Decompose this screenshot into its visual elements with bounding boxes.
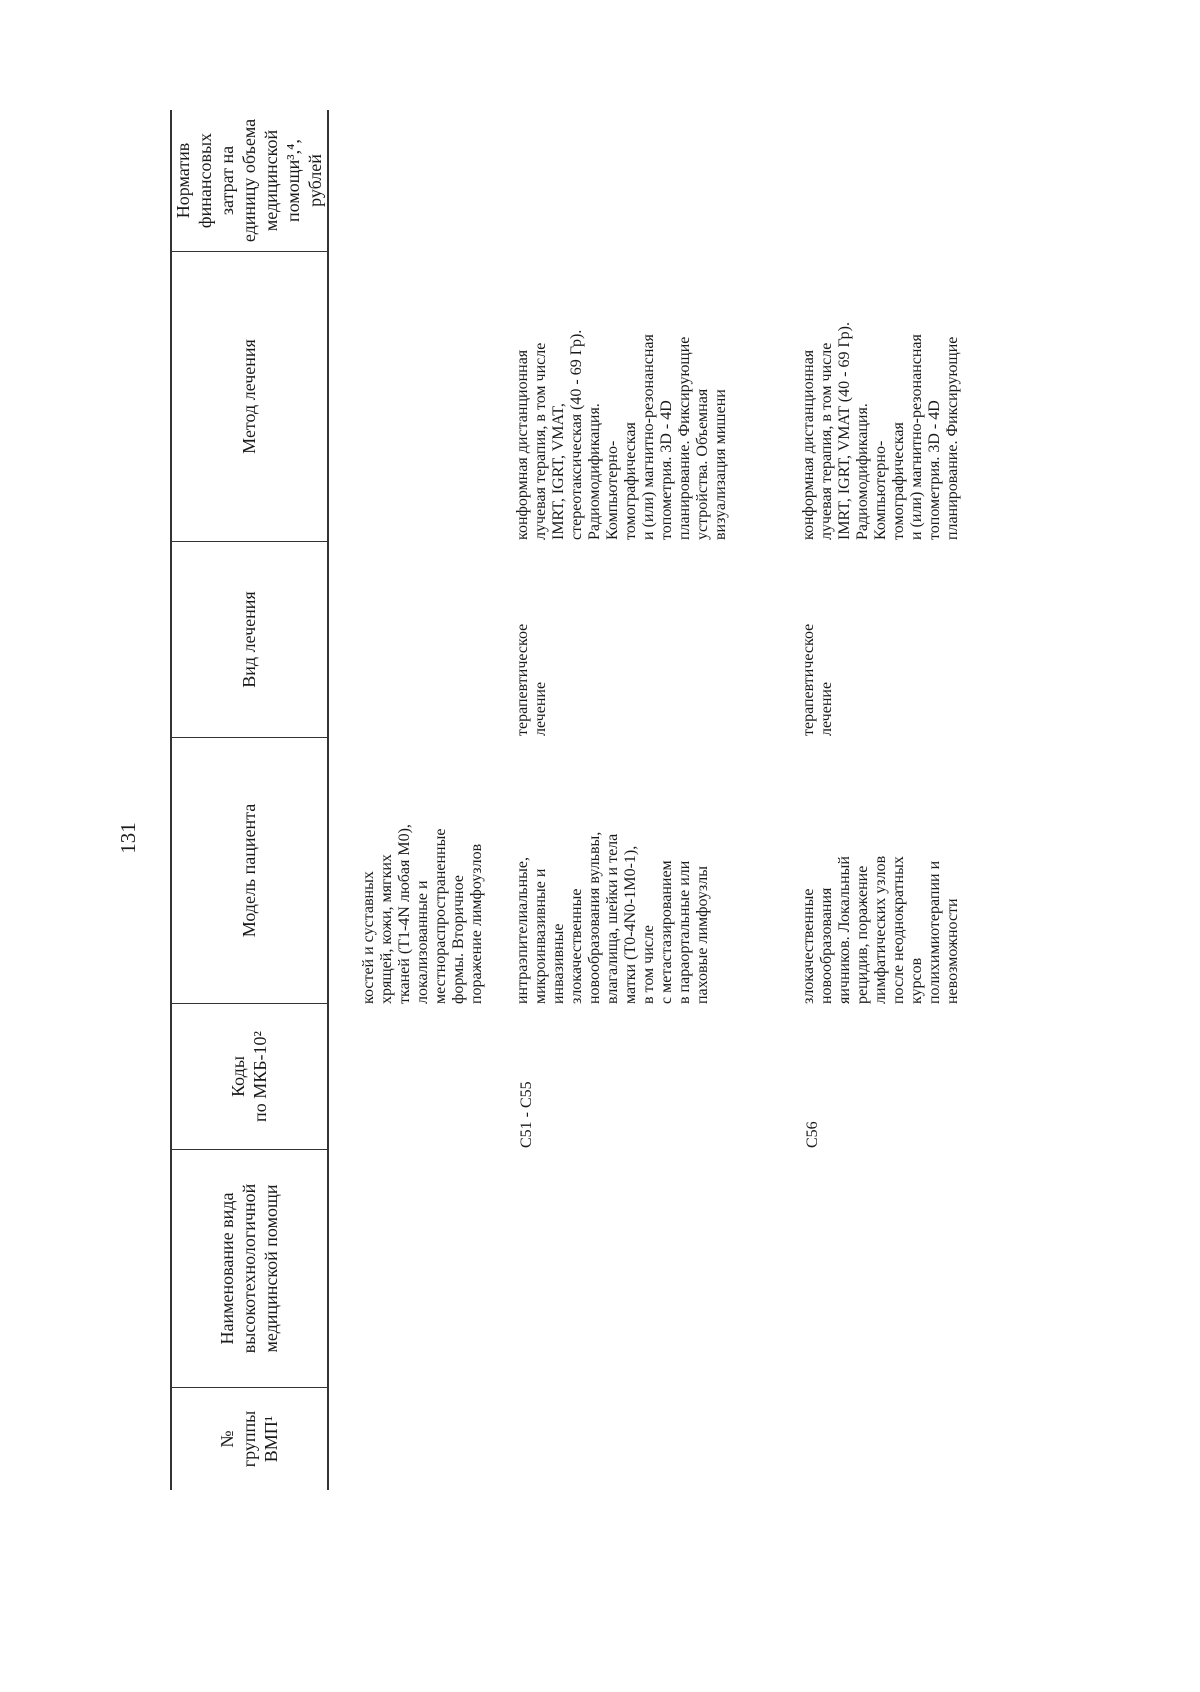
text-line: поражение лимфоузлов xyxy=(468,843,485,1004)
header-bottom-border xyxy=(327,110,329,1490)
text-line: конформная дистанционная xyxy=(800,349,817,540)
continuation-patient-model xyxy=(360,734,486,1004)
text-line: Наименование вида xyxy=(216,1192,237,1345)
text-line: новообразования вульвы, xyxy=(586,831,603,1004)
text-line: планирование. Фиксирующие xyxy=(676,336,693,540)
header-cost xyxy=(170,110,327,252)
text-line: курсов xyxy=(908,957,925,1004)
header-treatment-type xyxy=(170,542,327,738)
row2-patient-model xyxy=(800,734,962,1004)
text-line: лимфатических узлов xyxy=(872,855,889,1004)
header-treatment-method xyxy=(170,252,327,542)
text-line: Модель пациента xyxy=(238,803,259,938)
text-line: локализованные и xyxy=(414,880,431,1004)
header-patient-model xyxy=(170,738,327,1004)
text-line: полихимиотерапии и xyxy=(926,860,943,1004)
text-line: хрящей, кожи, мягких xyxy=(378,854,395,1004)
text-line: формы. Вторичное xyxy=(450,875,467,1004)
text-line: финансовых xyxy=(194,132,215,229)
text-line: визуализация мишени xyxy=(712,389,729,540)
text-line: топометрия. 3D - 4D xyxy=(926,400,943,540)
text-line: интраэпителиальные, xyxy=(514,857,531,1004)
text-line: Радиомодификация. xyxy=(586,403,603,540)
text-line: затрат на xyxy=(216,145,237,216)
text-line: с метастазированием xyxy=(658,860,675,1004)
text-line: тканей (T1-4N любая M0), xyxy=(396,824,413,1004)
text-line: Компьютерно- xyxy=(604,440,621,540)
text-line: стереотаксическая (40 - 69 Гр). xyxy=(568,329,585,540)
text-line: рублей xyxy=(304,154,325,207)
text-line: микроинвазивные и xyxy=(532,868,549,1004)
text-line: высокотехнологичной xyxy=(238,1183,259,1354)
text-line: конформная дистанционная xyxy=(514,349,531,540)
text-line: Норматив xyxy=(172,142,193,219)
text-line: медицинской помощи xyxy=(260,1184,281,1353)
row2-treatment-type xyxy=(800,546,836,736)
text-line: единицу объема xyxy=(238,118,259,243)
text-line: Радиомодификация. xyxy=(854,403,871,540)
text-line: местнораспространенные xyxy=(432,828,449,1004)
text-line: томографическая xyxy=(622,422,639,540)
text-line: после неоднократных xyxy=(890,856,907,1004)
text-line: планирование. Фиксирующие xyxy=(944,336,961,540)
text-line: паховые лимфоузлы xyxy=(694,866,711,1004)
text-line: влагалища, шейки и тела xyxy=(604,833,621,1004)
text-line: и (или) магнитно-резонансная xyxy=(908,334,925,540)
text-line: группы xyxy=(238,1410,259,1468)
text-line: и (или) магнитно-резонансная xyxy=(640,334,657,540)
text-line: невозможности xyxy=(944,898,961,1004)
text-line: Метод лечения xyxy=(238,339,259,454)
text-line: злокачественные xyxy=(568,888,585,1004)
text-line: помощи³,⁴, xyxy=(282,139,303,222)
text-line: лечение xyxy=(818,681,835,736)
text-line: новообразования xyxy=(818,887,835,1004)
text-line: лучевая терапия, в том числе xyxy=(818,342,835,540)
row1-patient-model xyxy=(514,734,712,1004)
text-line: матки (T0-4N0-1M0-1), xyxy=(622,845,639,1004)
text-line: костей и суставных xyxy=(360,871,377,1004)
text-line: Вид лечения xyxy=(238,591,259,688)
header-group-no xyxy=(170,1388,327,1490)
text-line: ВМП¹ xyxy=(260,1415,281,1463)
text-line: устройства. Объемная xyxy=(694,388,711,540)
text-line: в параортальные или xyxy=(676,860,693,1004)
text-line: лечение xyxy=(532,681,549,736)
text-line: лучевая терапия, в том числе xyxy=(532,342,549,540)
text-line: топометрия. 3D - 4D xyxy=(658,400,675,540)
text-line: медицинской xyxy=(260,129,281,232)
row1-treatment-method xyxy=(514,240,730,540)
text-line: в том числе xyxy=(640,925,657,1004)
row2-treatment-method xyxy=(800,240,962,540)
text-line: злокачественные xyxy=(800,888,817,1004)
text-line: Коды xyxy=(227,1056,248,1097)
text-line: IMRT, IGRT, VMAT (40 - 69 Гр). xyxy=(836,321,853,540)
text-line: № xyxy=(216,1430,237,1448)
text-line: яичников. Локальный xyxy=(836,856,853,1004)
header-name xyxy=(170,1150,327,1388)
text-line: терапевтическое xyxy=(514,623,531,736)
text-line: по МКБ-10² xyxy=(249,1031,270,1122)
text-line: томографическая xyxy=(890,422,907,540)
text-line: Компьютерно- xyxy=(872,440,889,540)
page-number: 131 xyxy=(116,822,140,854)
text-line: инвазивные xyxy=(550,923,567,1004)
text-line: терапевтическое xyxy=(800,623,817,736)
row1-treatment-type xyxy=(514,546,550,736)
header-codes xyxy=(170,1004,327,1150)
text-line: рецидив, поражение xyxy=(854,865,871,1004)
row1-codes: C51 - C55 xyxy=(518,1081,535,1148)
row2-codes: C56 xyxy=(804,1121,821,1148)
rotated-table xyxy=(170,110,961,1490)
text-line: IMRT, IGRT, VMAT, xyxy=(550,403,567,540)
